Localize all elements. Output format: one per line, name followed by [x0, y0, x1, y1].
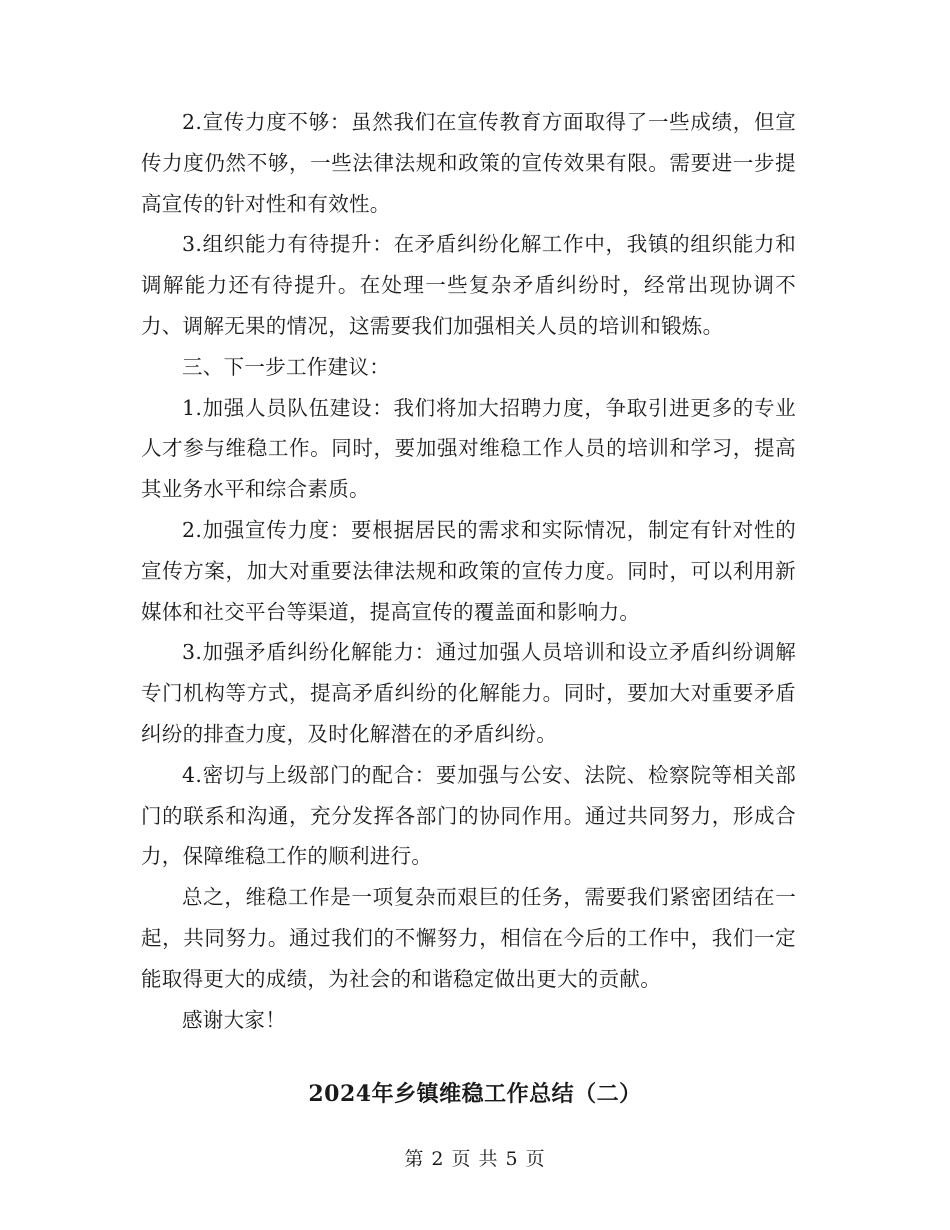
document-body	[141, 102, 796, 1040]
paragraph-conclusion: 总之，维稳工作是一项复杂而艰巨的任务，需要我们紧密团结在一起，共同努力。通过我们的不懈努力，相信在今后的工作中，我们一定能取得更大的成绩，为社会的和谐稳定做出更大的贡献。	[141, 885, 796, 991]
paragraph-publicity-weakness: 2.宣传力度不够：虽然我们在宣传教育方面取得了一些成绩，但宣传力度仍然不够，一些法律法规和政策的宣传效果有限。需要进一步提高宣传的针对性和有效性。	[141, 110, 796, 216]
heading-next-steps: 三、下一步工作建议：	[182, 354, 390, 379]
paragraph-staff-building: 1.加强人员队伍建设：我们将加大招聘力度，争取引进更多的专业人才参与维稳工作。同时，要加强对维稳工作人员的培训和学习，提高其业务水平和综合素质。	[141, 395, 796, 502]
paragraph-strengthen-publicity: 2.加强宣传力度：要根据居民的需求和实际情况，制定有针对性的宣传方案，加大对重要法律法规和政策的宣传力度。同时，可以利用新媒体和社交平台等渠道，提高宣传的覆盖面和影响力。	[141, 517, 796, 624]
paragraph-thanks: 感谢大家！	[182, 1007, 286, 1032]
page-number-footer: 第 2 页 共 5 页	[404, 1148, 546, 1170]
paragraph-dispute-resolution: 3.加强矛盾纠纷化解能力：通过加强人员培训和设立矛盾纠纷调解专门机构等方式，提高矛盾纠纷的化解能力。同时，要加大对重要矛盾纠纷的排查力度，及时化解潜在的矛盾纠纷。	[141, 640, 796, 746]
paragraph-superior-cooperation: 4.密切与上级部门的配合：要加强与公安、法院、检察院等相关部门的联系和沟通，充分发挥各部门的协同作用。通过共同努力，形成合力，保障维稳工作的顺利进行。	[141, 762, 796, 869]
section-title: 2024年乡镇维稳工作总结（二）	[308, 1081, 642, 1107]
paragraph-organization-capacity: 3.组织能力有待提升：在矛盾纠纷化解工作中，我镇的组织能力和调解能力还有待提升。在处理一些复杂矛盾纠纷时，经常出现协调不力、调解无果的情况，这需要我们加强相关人员的培训和锻炼。	[141, 232, 796, 338]
